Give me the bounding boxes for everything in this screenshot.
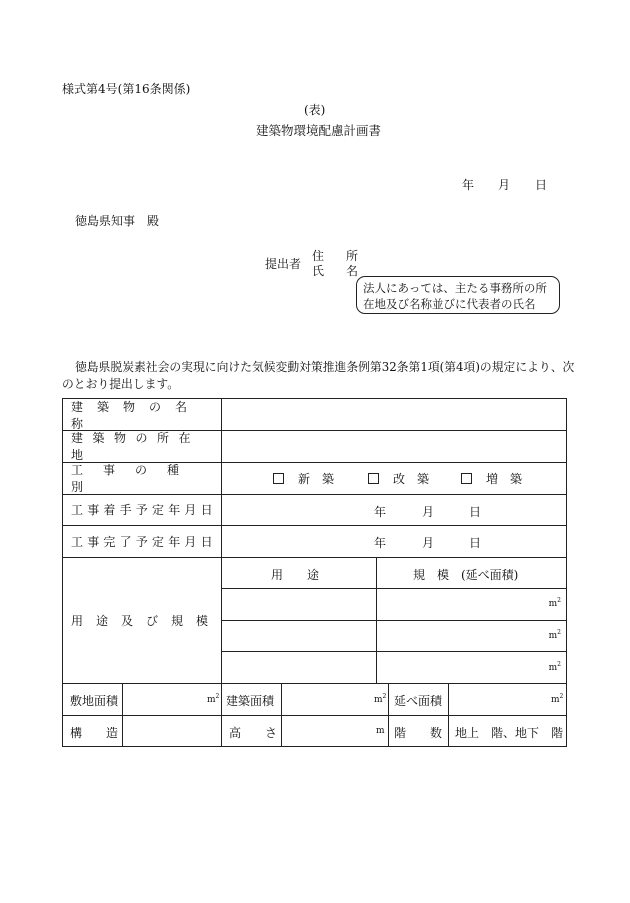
option-reconstruction[interactable] — [368, 462, 448, 494]
building-area-unit: $m^2$ — [374, 693, 387, 705]
start-year-unit: 年 — [374, 505, 387, 519]
address-label-2: 所 — [346, 249, 359, 263]
side-indicator: (表) — [304, 103, 326, 117]
label-use-scale — [71, 557, 221, 683]
label-building-location — [71, 430, 217, 462]
label-completion-date-text: 工事完了予定年月日 — [71, 534, 217, 549]
name-label-2: 名 — [346, 264, 359, 278]
addressee: 徳島県知事 殿 — [75, 214, 160, 228]
corporate-note-box — [356, 276, 560, 314]
checkbox-extension[interactable] — [461, 473, 472, 484]
scale-header: 規 模 (延べ面積) — [413, 568, 519, 582]
end-month-unit: 月 — [422, 536, 435, 550]
start-day-unit: 日 — [469, 505, 482, 519]
label-site-area: 敷地面積 — [70, 694, 119, 708]
label-floor-area: 延べ面積 — [394, 694, 443, 708]
end-year-unit: 年 — [374, 536, 387, 550]
date-day: 日 — [535, 178, 548, 192]
form-number: 様式第4号(第16条関係) — [62, 82, 191, 96]
label-building-name-text: 建築物の名称 — [71, 399, 202, 431]
m2-unit-2: $m^2$ — [548, 629, 561, 641]
label-completion-date — [71, 525, 221, 557]
option-rebuild-label: 改 築 — [393, 471, 430, 486]
option-extension-label: 増 築 — [486, 471, 523, 486]
label-height: 高 さ — [229, 726, 278, 740]
option-extension[interactable] — [461, 462, 541, 494]
option-new-construction[interactable] — [273, 462, 353, 494]
date-year: 年 — [462, 178, 475, 192]
label-work-type-text: 工事の種別 — [71, 463, 200, 494]
plan-table — [62, 398, 567, 747]
label-floors: 階 数 — [394, 726, 443, 740]
name-label-1: 氏 — [312, 264, 325, 278]
m2-unit-3: $m^2$ — [548, 661, 561, 673]
m2-unit-1: $m^2$ — [548, 597, 561, 609]
end-day-unit: 日 — [469, 536, 482, 550]
label-start-date — [71, 494, 221, 525]
floor-area-unit: $m^2$ — [551, 693, 564, 705]
label-building-location-text: 建築物の所在地 — [71, 431, 201, 462]
address-label-1: 住 — [312, 249, 325, 263]
label-building-name — [71, 399, 217, 430]
height-unit: m — [376, 726, 385, 736]
document-title: 建築物環境配慮計画書 — [256, 123, 382, 138]
body-text-line-1: 徳島県脱炭素社会の実現に向けた気候変動対策推進条例第32条第1項(第4項)の規定により、次 — [75, 360, 575, 374]
label-use-scale-text: 用途及び規模 — [71, 613, 222, 628]
start-month-unit: 月 — [422, 505, 435, 519]
body-text-line-2: のとおり提出します。 — [62, 377, 180, 391]
corporate-note-line-2: 在地及び名称並びに代表者の氏名 — [363, 297, 536, 311]
label-structure: 構 造 — [70, 726, 119, 740]
site-area-unit: $m^2$ — [207, 693, 220, 705]
checkbox-new[interactable] — [273, 473, 284, 484]
submitter-label: 提出者 — [265, 257, 302, 271]
floors-value: 地上 階、地下 階 — [455, 726, 564, 740]
checkbox-rebuild[interactable] — [368, 473, 379, 484]
option-new-label: 新 築 — [298, 471, 335, 486]
use-header: 用 途 — [271, 568, 320, 582]
label-building-area: 建築面積 — [226, 694, 275, 708]
date-month: 月 — [498, 178, 511, 192]
label-work-type — [71, 462, 217, 494]
label-start-date-text: 工事着手予定年月日 — [71, 503, 217, 517]
corporate-note-line-1: 法人にあっては、主たる事務所の所 — [363, 281, 547, 295]
